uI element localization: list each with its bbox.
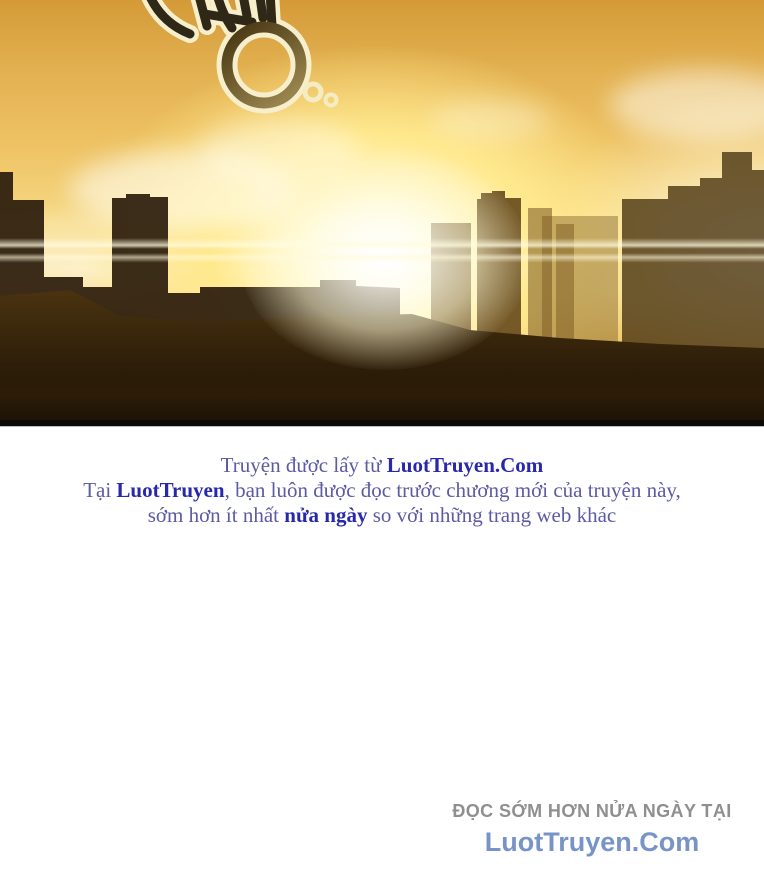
promo-line-3 <box>0 503 764 528</box>
promo-line-2 <box>0 478 764 503</box>
promo-line-2-suffix: , bạn luôn được đọc trước chương mới của truyện này, <box>224 478 681 502</box>
promo-line-3-suffix: so với những trang web khác <box>367 503 617 527</box>
panel-bottom-fade <box>0 368 764 420</box>
promo-brand: LuotTruyen.Com <box>386 453 544 477</box>
footer-watermark <box>442 799 742 858</box>
promo-brand: LuotTruyen <box>116 478 225 502</box>
promo-line-2-prefix: Tại <box>83 478 117 502</box>
promo-highlight: nửa ngày <box>284 503 368 527</box>
promo-line-1-text: Truyện được lấy từ <box>220 453 387 477</box>
promo-text-block <box>0 453 764 528</box>
promo-line-1 <box>0 453 764 478</box>
footer-brand: LuotTruyen.Com <box>484 827 700 857</box>
promo-line-3-prefix: sớm hơn ít nhất <box>147 503 285 527</box>
panel-bottom-bar <box>0 420 764 426</box>
comic-panel <box>0 0 764 427</box>
lens-flare <box>0 238 764 264</box>
footer-tagline: ĐỌC SỚM HƠN NỬA NGÀY TẠI <box>452 801 732 821</box>
